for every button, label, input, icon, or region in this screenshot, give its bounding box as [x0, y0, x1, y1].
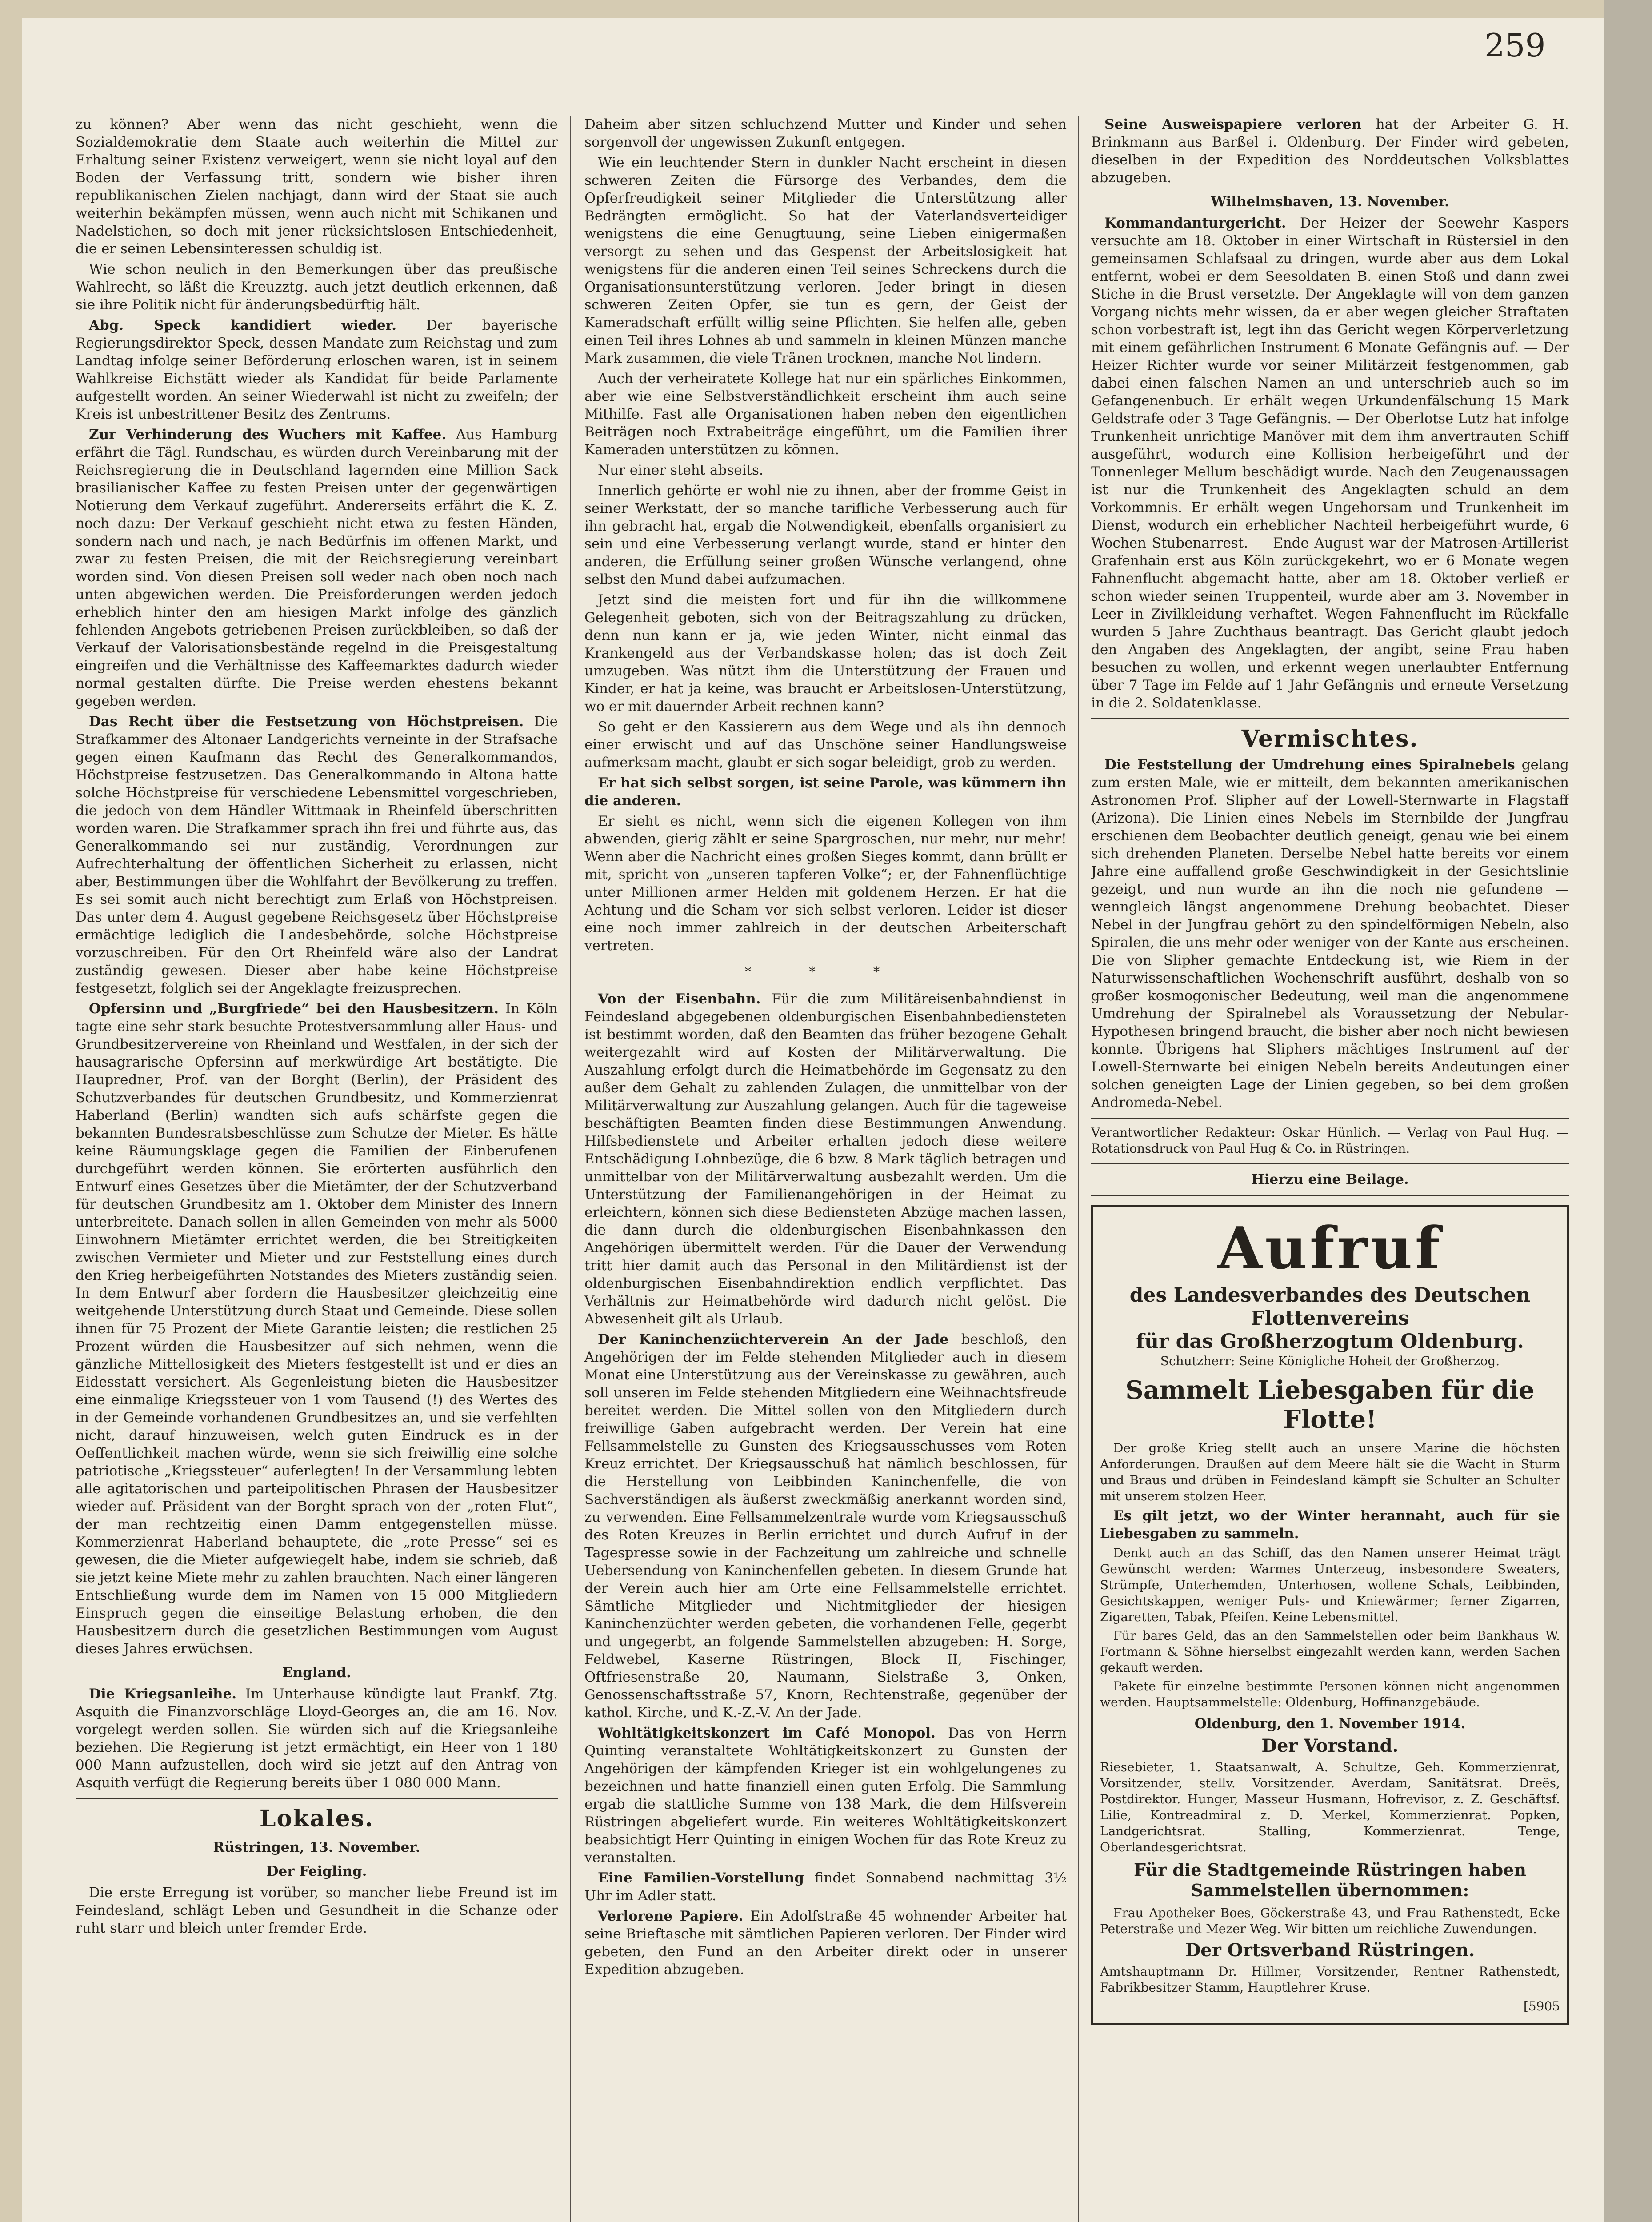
article-text: Der bayerische Regierungsdirektor Speck, dessen Mandate zum Reichstag und zum Landtag infolge seiner Beförderung erloschen waren, ist in seinem Wahlkreise Eichstätt wieder als Kandidat für beide Parlamente aufgestellt worden. An seiner Wiederwahl ist nicht zu zweifeln; der Kreis ist unbestrittener Besitz des Zentrums. — [76, 317, 558, 422]
article-text: zu können? Aber wenn das nicht geschieht, wenn die Sozialdemokratie dem Staate auch weiterhin die Mittel zur Erhaltung seiner Existenz verweigert, wenn sie nicht loyal auf den Boden der Verfassung tritt, sondern wie bisher ihren republikanischen Zielen nachjagt, dann wird der Staat sie auch weiterhin bekämpfen müssen, wenn auch nicht mit Schikanen und Nadelstichen, so doch mit jener rücksichtslosen Entschiedenheit, die er seinen Lebensinteressen schuldig ist. — [76, 116, 558, 257]
ad-reference-number: [5905 — [1523, 1999, 1560, 2014]
section-separator: * * * — [744, 964, 907, 980]
article-headline: Das Recht über die Festsetzung von Höchstpreisen. — [89, 714, 524, 730]
article-headline: Die Feststellung der Umdrehung eines Spiralnebels — [1104, 757, 1515, 773]
page-number: 259 — [1484, 27, 1546, 64]
column-divider — [1078, 116, 1079, 2222]
section-heading-lokales: Lokales. — [259, 1805, 374, 1832]
ad-text: Frau Apotheker Boes, Göckerstraße 43, und Frau Rathenstedt, Ecke Peterstraße und Mezer Weg. Wir bitten um reichliche Zuwendungen. — [1100, 1906, 1560, 1936]
article-headline: Abg. Speck kandidiert wieder. — [89, 317, 397, 333]
article-text: Aus Hamburg erfährt die Tägl. Rundschau, es würden durch Vereinbarung mit der Reichsregierung die in Deutschland lagernden eine Million Sack brasilianischer Kaffee zu festen Preisen unter der gegenwärtigen Notierung dem Verkauf zugeführt. Andererseits erfährt die K. Z. noch dazu: Der Verkauf geschieht nicht etwa zu festen Händen, sondern nach und nach, je nach Bedürfnis im offenen Markt, und zwar zu festen Preisen, die mit der Reichsregierung vereinbart worden sind. Von diesen Preisen soll weder nach oben noch nach unten abgewichen werden. Die Preisforderungen werden jedoch erheblich hinter den am hiesigen Markt infolge des gänzlich fehlenden Angebots getriebenen Preisen zurückbleiben, so daß der Verkauf der Valorisationsbestände regelnd in die Preisgestaltung eingreifen und die Verhältnisse des Kaffeemarktes dadurch wieder normal gestalten dürfte. Die Preise werden ehestens bekannt gegeben werden. — [76, 427, 558, 709]
column-2 — [584, 116, 1067, 2222]
ad-board-members: Riesebieter, 1. Staatsanwalt, A. Schultze, Geh. Kommerzienrat, Vorsitzender, stellv. Vorsitzender. Averdam, Sanitätsrat. Dreës, Postdirektor. Hunger, Masseur Husmann, Hofrevisor, z. Z. Geschäftsf. Lilie, Kontreadmiral z. D. Merkel, Kommerzienrat. Popken, Landgerichtsrat. Stalling, Kommerzienrat. Tenge, Oberlandesgerichtsrat. — [1100, 1760, 1560, 1854]
ad-text: Für bares Geld, das an den Sammelstellen oder beim Bankhaus W. Fortmann & Söhne hierselbst eingezahlt werden kann, werden Sachen gekauft werden. — [1100, 1628, 1560, 1675]
ad-date: Oldenburg, den 1. November 1914. — [1194, 1716, 1466, 1732]
column-1 — [76, 116, 558, 2222]
ad-title: Aufruf — [1217, 1214, 1443, 1282]
article-text: Wie ein leuchtender Stern in dunkler Nacht erscheint in diesen schweren Zeiten die Fürsorge des Verbandes, dem die Opferfreudigkeit seiner Mitglieder die Unterstützung aller Bedrängten ermöglicht. So hat der Vaterlandsverteidiger wenigstens die eine Genugtuung, seine Lieben einigermaßen versorgt zu sehen und das Gespenst der Arbeitslosigkeit hat wenigstens für die anderen einen Teil seines Schreckens durch die Organisationsunterstützung verloren. Jeder bringt in diesen schweren Zeiten Opfer, sie tun es gern, der Geist der Kameradschaft erfüllt willig seine Pflichten. Sie helfen alle, geben einen Teil ihres Lohnes ab und sammeln in kleinen Münzen manche Mark zusammen, die viele Tränen trocknen, manche Not lindern. — [584, 155, 1067, 366]
article-headline: Zur Verhinderung des Wuchers mit Kaffee. — [89, 427, 447, 443]
article-text: findet Sonnabend nachmittag 3½ Uhr im Adler statt. — [584, 1870, 1067, 1904]
article-text: Für die zum Militäreisenbahndienst in Feindesland abgegebenen oldenburgischen Eisenbahnbediensteten ist bestimmt worden, daß den Beamten das früher bezogene Gehalt weitergezahlt wird auf Kosten der Militärverwaltung. Die Auszahlung erfolgt durch die Heimatbehörde im Gegensatz zu den außer dem Gehalt zu zahlenden Zulagen, die unmittelbar von der Militärverwaltung zur Auszahlung gelangen. Auch für die tageweise beschäftigten Beamten finden diese Bestimmungen Anwendung. Hilfsbedienstete und Arbeiter erhalten jedoch diese weitere Entschädigung Lohnbezüge, die 6 bzw. 8 Mark täglich betragen und unmittelbar von der Militärverwaltung ausbezahlt werden. Um die Unterstützung der Familienangehörigen in der Heimat zu erleichtern, können sich diese Bediensteten Abzüge machen lassen, die dann durch die oldenburgischen Eisenbahnkassen den Angehörigen übermittelt werden. Für die Dauer der Verwendung tritt hier damit auch das Personal in den Militärdienst ist der oldenburgischen Eisenbahndirektion endlich verpflichtet. Das Verhältnis zur Heimatbehörde wird dadurch nicht gelöst. Die Abwesenheit gilt als Urlaub. — [584, 991, 1067, 1327]
dateline: Wilhelmshaven, 13. November. — [1211, 194, 1449, 210]
article-text: Nur einer steht abseits. — [598, 462, 764, 478]
dateline: Rüstringen, 13. November. — [213, 1839, 420, 1855]
supplement-notice: Hierzu eine Beilage. — [1251, 1171, 1409, 1187]
divider — [1091, 1118, 1569, 1119]
article-text: Ein Adolfstraße 45 wohnender Arbeiter hat seine Brieftasche mit sämtlichen Papieren verloren. Der Finder wird gebeten, den Fund an den Arbeiter direkt oder in unserer Expedition abzugeben. — [584, 1908, 1067, 1978]
column-divider — [570, 116, 571, 2222]
article-text: gelang zum ersten Male, wie er mitteilt, dem bekannten amerikanischen Astronomen Prof. Slipher auf der Lowell-Sternwarte in Flagstaff (Arizona). Die Linien eines Nebels im Sternbilde der Jungfrau erschienen dem Beobachter deutlich geneigt, genau wie bei einem sich drehenden Planeten. Derselbe Nebel hatte bereits vor einem Jahre eine auffallend große Geschwindigkeit in der Gesichtslinie gezeigt, und nun wurde an ihn die noch nie gefundene — wenngleich längst angenommene Drehung beobachtet. Dieser Nebel in der Jungfrau gehört zu den spindelförmigen Nebeln, also Spiralen, die uns mehr oder weniger von der Kante aus erscheinen. Die von Slipher gemachte Entdeckung ist, wie Riem in der Naturwissenschaftlichen Wochenschrift ausführt, deshalb von so großer kosmogonischer Bedeutung, weil man die angenommene Umdrehung der Spiralnebel als Voraussetzung der Nebular-Hypothesen bringend braucht, die bisher aber noch nicht bewiesen konnte. Übrigens hat Sliphers mächtiges Instrument auf der Lowell-Sternwarte bei einigen Nebeln bereits Andeutungen einer solchen geneigten Lage der Linien gegeben, so bei dem großen Andromeda-Nebel. — [1091, 757, 1569, 1111]
article-headline: Verlorene Papiere. — [598, 1908, 744, 1924]
article-headline: Seine Ausweispapiere verloren — [1104, 116, 1362, 132]
article-text: Daheim aber sitzen schluchzend Mutter und Kinder und sehen sorgenvoll der ungewissen Zukunft entgegen. — [584, 116, 1067, 150]
article-text: Jetzt sind die meisten fort und für ihn die willkommene Gelegenheit geboten, sich von der Beitragszahlung zu drücken, denn nun kann er ja, wie jeden Winter, nicht einmal das Krankengeld aus der Verbandskasse holen; das ist doch Zeit umzugeben. Was nützt ihm die Unterstützung der Frauen und Kinder, er hat ja keine, was braucht er Arbeitslosen-Unterstützung, wo er mit dauernder Arbeit rechnen kann? — [584, 592, 1067, 715]
article-headline: Kommandanturgericht. — [1104, 215, 1286, 231]
divider — [1091, 718, 1569, 719]
ad-board-heading: Der Vorstand. — [1261, 1735, 1399, 1756]
page-edge-shadow — [1604, 0, 1652, 2222]
article-text: Die Strafkammer des Altonaer Landgerichts verneinte in der Strafsache gegen einen Kaufmann das Recht des Generalkommandos, Höchstpreise festzusetzen. Das Generalkommando in Altona hatte solche Höchstpreise für verschiedene Lebensmittel vorgeschrieben, die jedoch von dem Händler Wittmaak in Rheinfeld überschritten worden waren. Die Strafkammer sprach ihn frei und führte aus, das Generalkommando sei nur zuständig, Verordnungen zur Aufrechterhaltung der öffentlichen Sicherheit zu erlassen, nicht aber, Bestimmungen über die Wohlfahrt der Bevölkerung zu treffen. Es sei somit auch nicht berechtigt zum Erlaß von Höchstpreisen. Das unter dem 4. August gegebene Reichsgesetz über Höchstpreise ermächtige lediglich die Landesbehörde, solche Höchstpreise vorzuschreiben. Für den Ort Rheinfeld wäre also der Landrat zuständig gewesen. Dieser aber habe keine Höchstpreise festgesetzt, folglich sei der Angeklagte freizusprechen. — [76, 714, 558, 996]
imprint: Verantwortlicher Redakteur: Oskar Hünlich. — Verlag von Paul Hug. — Rotationsdruck von Paul Hug & Co. in Rüstringen. — [1091, 1125, 1569, 1156]
article-text: hat der Arbeiter G. H. Brinkmann aus Barßel i. Oldenburg. Der Finder wird gebeten, dieselben in der Expedition des Norddeutschen Volksblattes abzugeben. — [1091, 116, 1569, 186]
article-text: Wie schon neulich in den Bemerkungen über das preußische Wahlrecht, so läßt die Kreuzztg. auch jetzt deutlich erkennen, daß sie ihre Politik nicht für änderungsbedürftig hält. — [76, 261, 558, 313]
ad-text: Pakete für einzelne bestimmte Personen können nicht angenommen werden. Hauptsammelstelle: Oldenburg, Hoffinanzgebäude. — [1100, 1679, 1560, 1710]
ad-slogan: Sammelt Liebesgaben für die Flotte! — [1125, 1375, 1535, 1434]
divider — [76, 1798, 558, 1799]
article-text: beschloß, den Angehörigen der im Felde stehenden Mitglieder auch in diesem Monat eine Unterstützung aus der Vereinskasse zu gewähren, auch soll unseren im Felde stehenden Mitgliedern eine Weihnachtsfreude bereitet werden. Die Mittel sollen von den Mitgliedern durch freiwillige Gaben aufgebracht werden. Der Verein hat eine Fellsammelstelle zu Gunsten des Kriegsausschusses vom Roten Kreuz errichtet. Der Kriegsausschuß hat nämlich beschlossen, für die Herstellung von Leibbinden Kaninchenfelle, die von Sachverständigen als äußerst zweckmäßig anerkannt worden sind, zu verwenden. Eine Fellsammelzentrale wurde vom Kriegsausschuß des Roten Kreuzes in Berlin errichtet und durch Aufruf in der Tagespresse sowie in der Fachzeitung um zahlreiche und schnelle Uebersendung von Kaninchenfellen gebeten. In diesem Grunde hat der Verein auch hier am Orte eine Fellsammelstelle errichtet. Sämtliche Mitglieder und Nichtmitglieder der hiesigen Kaninchenzüchter werden gebeten, die vorhandenen Felle, gegerbt und ungegerbt, an folgende Sammelstellen abzugeben: H. Sorge, Feldwebel, Kaserne Rüstringen, Block II, Fischinger, Oftfriesenstraße 20, Naumann, Sielstraße 3, Onken, Genossenschaftsstraße 57, Knorn, Rechtenstraße, gegenüber der kathol. Kirche, und K.-Z.-V. An der Jade. — [584, 1331, 1067, 1721]
article-headline: Wohltätigkeitskonzert im Café Monopol. — [598, 1725, 936, 1741]
article-text: Das von Herrn Quinting veranstaltete Wohltätigkeitskonzert zu Gunsten der Angehörigen der kämpfenden Krieger ist ein wohlgelungenes zu bezeichnen und hatte finanziell einen guten Erfolg. Die Sammlung ergab die stattliche Summe von 138 Mark, die dem Hilfsverein Rüstringen abgeliefert wurde. Ein weiteres Wohltätigkeitskonzert beabsichtigt Herr Quinting in einigen Wochen für das Rote Kreuz zu veranstalten. — [584, 1725, 1067, 1866]
article-headline: Die Kriegsanleihe. — [89, 1686, 237, 1702]
article-headline: Opfersinn und „Burgfriede“ bei den Hausbesitzern. — [89, 1001, 499, 1017]
article-headline: Der Feigling. — [266, 1863, 367, 1879]
article-text: Er sieht es nicht, wenn sich die eigenen Kollegen von ihm abwenden, gierig zählt er seine Spargroschen, nur mehr, nur mehr! Wenn aber die Nachricht eines großen Sieges kommt, dann brüllt er mit, spricht von „unseren tapferen Volke“; er, der Fahnenflüchtige unter Millionen armer Helden mit goldenem Herzen. Er hat die Achtung und die Scham vor sich selbst verloren. Leider ist dieser eine noch immer zahlreich in der deutschen Arbeiterschaft vertreten. — [584, 813, 1067, 954]
section-heading-england: England. — [282, 1665, 351, 1681]
article-text: Er hat sich selbst sorgen, ist seine Parole, was kümmern ihn die anderen. — [584, 775, 1067, 809]
article-text: So geht er den Kassierern aus dem Wege und als ihn dennoch einer erwischt und auf das Unschöne seiner Handlungsweise aufmerksam macht, glaubt er sich sogar beleidigt, grob zu werden. — [584, 719, 1067, 771]
newspaper-page — [22, 18, 1604, 2222]
ad-text: Es gilt jetzt, wo der Winter herannaht, auch für sie Liebesgaben zu sammeln. — [1100, 1508, 1560, 1542]
advertisement-flottenverein — [1091, 1205, 1569, 2025]
article-text: Innerlich gehörte er wohl nie zu ihnen, aber der fromme Geist in seiner Werkstatt, der so manche tarifliche Verbesserung auch für ihn gebracht hat, ergab die Notwendigkeit, ebenfalls organisiert zu sein und eine Verbesserung verlangt wurde, stand er hinter den anderen, die Erfüllung seiner großen Wünsche verlangend, ohne selbst den Mund dabei aufzumachen. — [584, 483, 1067, 587]
article-headline: Von der Eisenbahn. — [598, 991, 761, 1007]
article-text: Auch der verheiratete Kollege hat nur ein spärliches Einkommen, aber wie eine Selbstverständlichkeit erscheint ihm auch seine Mithilfe. Fast alle Organisationen haben neben den eigentlichen Beiträgen noch Extrabeiträge eingeführt, um die Familien ihrer Kameraden unterstützen zu können. — [584, 371, 1067, 458]
column-3 — [1091, 116, 1569, 2222]
ad-collection-heading: Für die Stadtgemeinde Rüstringen haben Sammelstellen übernommen: — [1134, 1860, 1526, 1900]
ad-subtitle: für das Großherzogtum Oldenburg. — [1136, 1330, 1524, 1353]
article-text: Die erste Erregung ist vorüber, so mancher liebe Freund ist im Feindesland, schlägt Leben und Gesundheit in die Schanze oder ruht starr und bleich unter fremder Erde. — [76, 1885, 558, 1936]
ad-subtitle: des Landesverbandes des Deutschen Flottenvereins — [1129, 1284, 1531, 1330]
divider — [1091, 1195, 1569, 1196]
ad-patron: Schutzherr: Seine Königliche Hoheit der Großherzog. — [1160, 1354, 1500, 1368]
ad-local-members: Amtshauptmann Dr. Hillmer, Vorsitzender, Rentner Rathenstedt, Fabrikbesitzer Stamm, Hauptlehrer Kruse. — [1100, 1964, 1560, 1995]
article-text: Der Heizer der Seewehr Kaspers versuchte am 18. Oktober in einer Wirtschaft in Rüstersiel in den gemeinsamen Schlafsaal zu dringen, wurde aber aus dem Lokal entfernt, wobei er dem Seesoldaten B. einen Stoß und dann zwei Stiche in die Brust versetzte. Der Angeklagte will von dem ganzen Vorgang nichts mehr wissen, da er aber wegen gleicher Straftaten schon vorbestraft ist, legt ihn das Gericht wegen Körperverletzung mit einem gefährlichen Instrument 6 Monate Gefängnis auf. — Der Heizer Richter wurde vor seiner Militärzeit festgenommen, gab dabei einen falschen Namen an und unterschrieb auch so im Gefangenenbuch. Er erhält wegen Urkundenfälschung 15 Mark Geldstrafe oder 3 Tage Gefängnis. — Der Oberlotse Lutz hat infolge Trunkenheit unrichtige Manöver mit dem ihm anvertrauten Schiff ausgeführt, wodurch eine Kollision herbeigeführt und der Tonnenleger Mellum beschädigt wurde. Nach den Zeugenaussagen ist nur die Trunkenheit des Angeklagten schuld an dem Vorkommnis. Er erhält wegen Ungehorsam und Trunkenheit im Dienst, wodurch ein erheblicher Nachteil herbeigeführt wurde, 6 Wochen Stubenarrest. — Ende August war der Matrosen-Artillerist Grafenhain erst aus Köln zurückgekehrt, wo er 6 Monate wegen Fahnenflucht abgemacht hatte, aber am 18. Oktober verließ er schon wieder seinen Truppenteil, wurde aber am 3. November in Leer in Zivilkleidung verhaftet. Wegen Fahnenflucht im Rückfalle wurden 5 Jahre Zuchthaus beantragt. Das Gericht glaubt jedoch den Angaben des Angeklagten, der angibt, seine Frau haben besuchen zu wollen, und erkennt wegen unerlaubter Entfernung über 7 Tage im Felde auf 1 Jahr Gefängnis und erneute Versetzung in die 2. Soldatenklasse. — [1091, 215, 1569, 711]
article-headline: Der Kaninchenzüchterverein An der Jade — [598, 1331, 949, 1347]
article-text: In Köln tagte eine sehr stark besuchte Protestversammlung aller Haus- und Grundbesitzervereine von Rheinland und Westfalen, in der sich der hausagrarische Opfersinn auf merkwürdige Art bestätigte. Die Haupredner, Prof. van der Borght (Berlin), der Präsident des Schutzverbandes für deutschen Grundbesitz, und Kommerzienrat Haberland (Berlin) wandten sich aufs schärfste gegen die bekannten Bundesratsbeschlüsse zum Schutze der Mieter. Es hätte keine Räumungsklage gegen die Familien der Einberufenen durchgeführt werden können. Sie erörterten ausführlich den Entwurf eines Gesetzes über die Mietämter, der der Schutzverband für deutschen Grundbesitz am 1. Oktober dem Minister des Innern unterbreitete. Danach sollen in allen Gemeinden von mehr als 5000 Einwohnern Mietämter errichtet werden, die bei Streitigkeiten zwischen Vermieter und Mieter und zur Feststellung eines durch den Krieg herbeigeführten Notstandes des Mieters zuständig seien. In dem Entwurf aber fordern die Hausbesitzer gleichzeitig eine weitgehende Unterstützung durch Staat und Gemeinde. Diese sollen ihnen für 75 Prozent der Miete Garantie leisten; die restlichen 25 Prozent würden die Hausbesitzer auf sich nehmen, wenn die gänzliche Mittellosigkeit des Mieters festgestellt ist und er dies an Eidesstatt versichert. Als Gegenleistung bieten die Hausbesitzer eine einmalige Kriegssteuer von 1 vom Tausend (!) des Wertes des in der Gemeinde vorhandenen Grundbesitzes an, und sie verfehlten nicht, darauf hinzuweisen, welch guten Eindruck es in der Oeffentlichkeit machen würde, wenn sie sich freiwillig eine solche patriotische „Kriegssteuer“ auferlegten! In der Versammlung lebten alle agitatorischen und parteipolitischen Phrasen der Hausbesitzer wieder auf. Präsident van der Borght sprach von der „roten Flut“, der man rechtzeitig einen Damm entgegenstellen müsse. Kommerzienrat Haberland behauptete, die „rote Presse“ sei es gewesen, die die Mieter aufgewiegelt habe, indem sie schrieb, daß sie jetzt keine Miete mehr zu zahlen brauchten. Nach einer längeren Entschließung wurde dem im Namen von 15 000 Mitgliedern Einspruch gegen die einseitige Belastung erhoben, die den Hausbesitzern durch die gesetzlichen Bestimmungen vom August dieses Jahres erwüchsen. — [76, 1001, 558, 1657]
ad-local-association: Der Ortsverband Rüstringen. — [1185, 1940, 1475, 1961]
section-heading-vermischtes: Vermischtes. — [1241, 725, 1419, 752]
article-headline: Eine Familien-Vorstellung — [598, 1870, 804, 1886]
divider — [1091, 1163, 1569, 1164]
article-text: Im Unterhause kündigte laut Frankf. Ztg. Asquith die Finanzvorschläge Lloyd-Georges an, die am 16. Nov. vorgelegt werden sollen. Sie würden sich auf die Kriegsanleihe beziehen. Die Regierung ist jetzt ermächtigt, ein Heer von 1 180 000 Mann aufzustellen, doch wird sie jetzt auf den Antrag von Asquith verfügt die Regierung bereits über 1 080 000 Mann. — [76, 1686, 558, 1791]
ad-text: Der große Krieg stellt auch an unsere Marine die höchsten Anforderungen. Draußen auf dem Meere hält sie die Wacht in Sturm und Braus und drüben in Feindesland kämpft sie Schulter an Schulter mit unserem stolzen Heer. — [1100, 1441, 1560, 1503]
ad-text: Denkt auch an das Schiff, das den Namen unserer Heimat trägt Gewünscht werden: Warmes Unterzeug, insbesondere Sweaters, Strümpfe, Unterhemden, Unterhosen, wollene Schals, Leibbinden, Gesichtskappen, weniger Puls- und Kniewärmer; ferner Zigarren, Zigaretten, Tabak, Pfeifen. Keine Lebensmittel. — [1100, 1546, 1560, 1624]
